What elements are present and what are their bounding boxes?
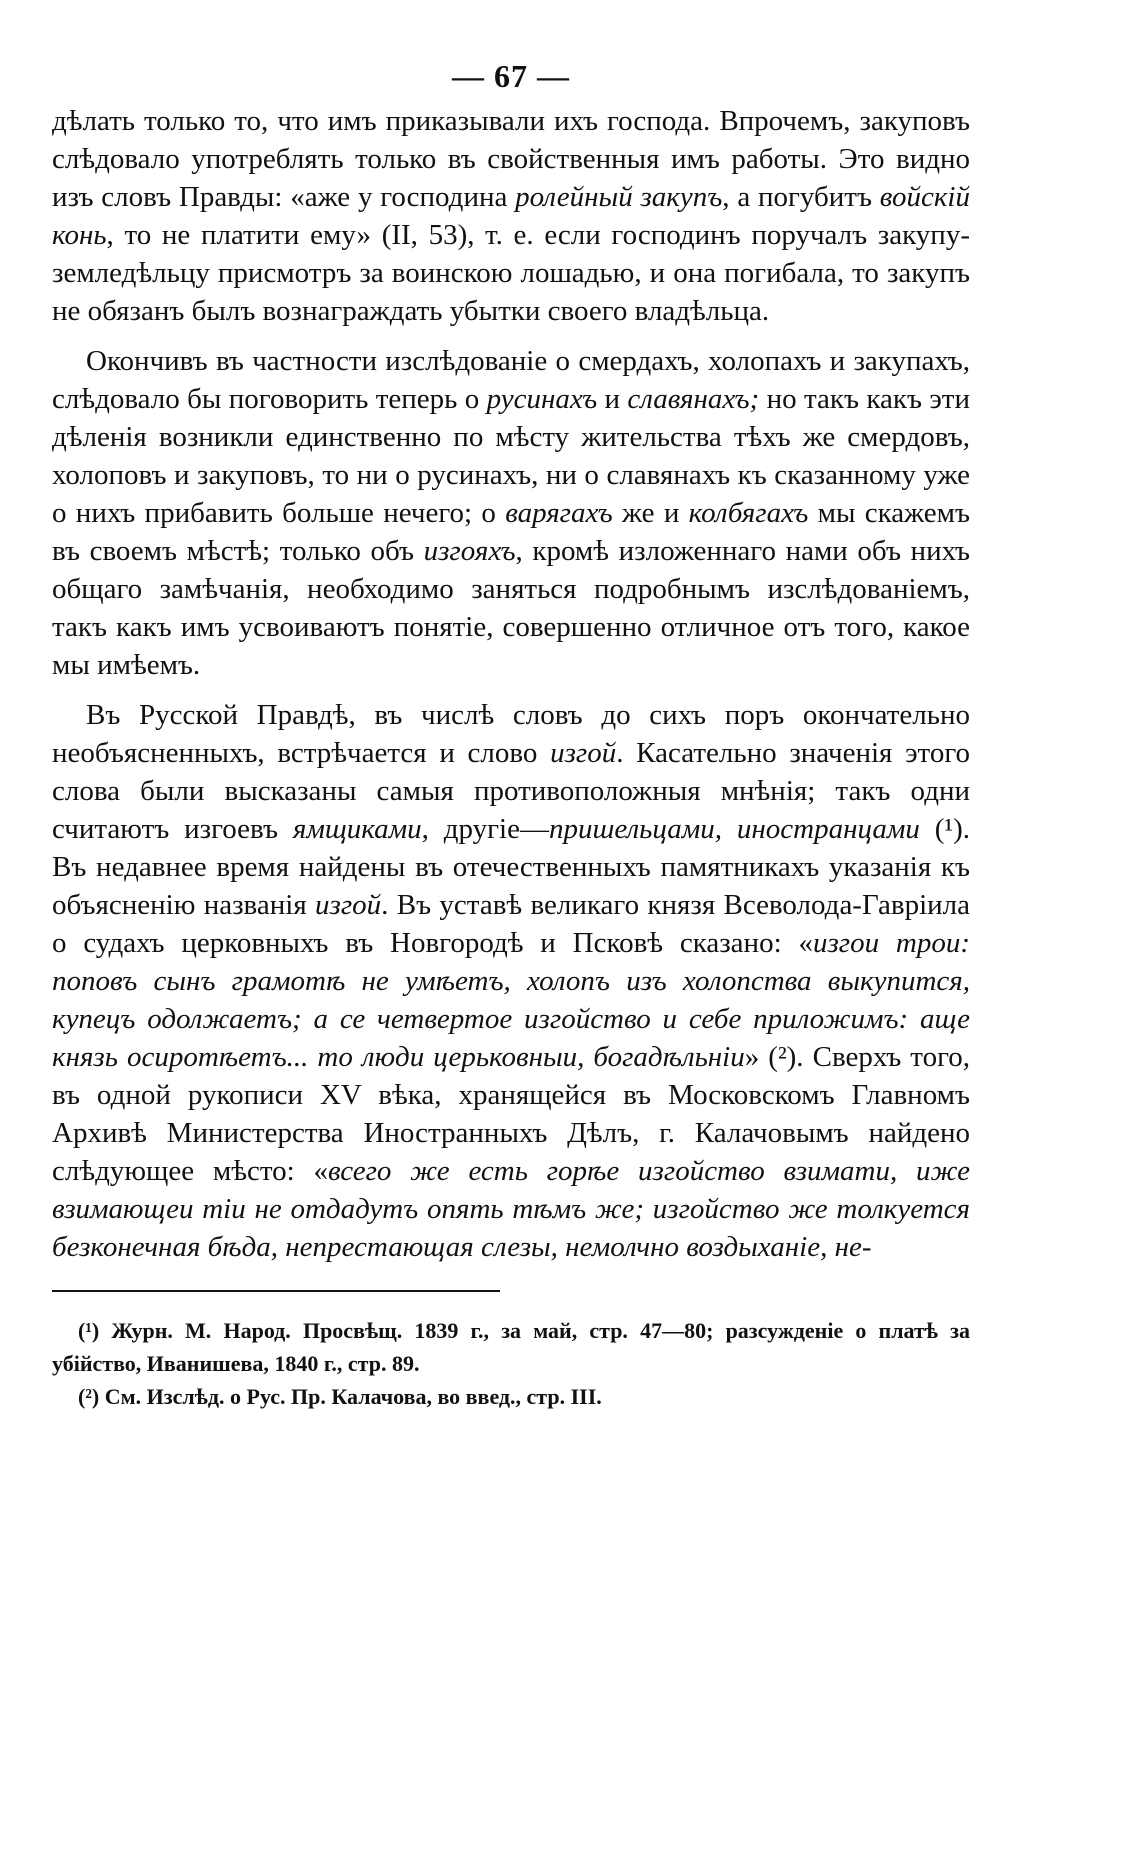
text-run: Въ Русской Правдѣ, въ числѣ словъ до сихъ поръ окончательно необъясненныхъ, встрѣчается и слово <box>52 699 970 769</box>
footnote-mark: (²) <box>78 1384 100 1409</box>
paragraph <box>52 102 970 330</box>
text-run: , то не платити ему» (II, 53), т. е. если господинъ поручалъ закупу-земледѣльцу присмотръ за воинскою лошадью, и она погибала, то закупъ не обязанъ былъ вознаграждать убытки своего владѣльца. <box>52 219 970 327</box>
document-page <box>52 56 970 1836</box>
footnotes <box>52 1314 970 1413</box>
text-run: мы скажемъ въ своемъ мѣстѣ; только объ <box>52 497 970 567</box>
italic-text-run: ямщиками <box>292 813 422 845</box>
footnote <box>52 1314 970 1380</box>
italic-text-run: варягахъ <box>505 497 613 529</box>
text-run: же и <box>612 497 689 529</box>
italic-text-run: ролейный закупъ <box>515 181 723 213</box>
paragraph <box>52 342 970 684</box>
italic-text-run: славянахъ; <box>627 383 760 415</box>
text-run: Окончивъ въ частности изслѣдованіе о смердахъ, холопахъ и закупахъ, слѣдовало бы поговорить теперь о <box>52 345 970 415</box>
text-run: (¹). Въ недавнее время найдены въ отечественныхъ памятникахъ указанія къ объясненію названія <box>52 813 971 921</box>
italic-text-run: изгой <box>550 737 617 769</box>
footnote-text: См. Изслѣд. о Рус. Пр. Калачова, во введ., стр. III. <box>99 1384 602 1409</box>
italic-text-run: всего же есть горѣе изгойство взимати, иже взимающеи тіи не отдадутъ опять тѣмъ же; изгойство же толкуется безконечная бѣда, непрестающая слезы, немолчно воздыханіе, не- <box>52 1155 970 1263</box>
text-run: дѣлать только то, что имъ приказывали ихъ господа. Впрочемъ, закуповъ слѣдовало употреблять только въ свойственныя имъ работы. Это видно изъ словъ Правды: «аже у господина <box>52 105 970 213</box>
text-run: , кромѣ изложеннаго нами объ нихъ общаго замѣчанія, необходимо заняться подробнымъ изслѣдованіемъ, такъ какъ имъ усвоиваютъ понятіе, совершенно отличное отъ того, какое мы имѣемъ. <box>52 535 970 681</box>
text-run: . Касательно значенія этого слова были высказаны самыя противоположныя мнѣнія; такъ одни считаютъ изгоевъ <box>52 737 970 845</box>
text-run: , а погубитъ <box>722 181 880 213</box>
italic-text-run: колбягахъ <box>688 497 809 529</box>
italic-text-run: изгояхъ <box>423 535 516 567</box>
page-number: — 67 — <box>452 58 570 94</box>
body-text <box>52 102 970 1266</box>
text-run: но такъ какъ эти дѣленія возникли единственно по мѣсту жительства тѣхъ же смердовъ, холоповъ и закуповъ, то ни о русинахъ, ни о славянахъ къ сказанному уже о нихъ прибавить больше нечего; о <box>52 383 970 529</box>
text-run: и <box>597 383 628 415</box>
footnote-mark: (¹) <box>78 1318 100 1343</box>
italic-text-run: войскій конь <box>52 181 970 251</box>
paragraph <box>52 696 970 1266</box>
footnote-text: Журн. М. Народ. Просвѣщ. 1839 г., за май, стр. 47—80; разсужденіе о платѣ за убійство, Иванишева, 1840 г., стр. 89. <box>52 1318 970 1376</box>
italic-text-run: пришельцами, иностранцами <box>548 813 920 845</box>
text-run: , другіе— <box>421 813 549 845</box>
text-run: » (²). Сверхъ того, въ одной рукописи XV вѣка, хранящейся въ Московскомъ Главномъ Архивѣ Министерства Иностранныхъ Дѣлъ, г. Калачовымъ найдено слѣдующее мѣсто: « <box>52 1041 970 1187</box>
text-run: . Въ уставѣ великаго князя Всеволода-Гавріила о судахъ церковныхъ въ Новгородѣ и Псковѣ сказано: « <box>52 889 970 959</box>
italic-text-run: русинахъ <box>486 383 598 415</box>
footnote <box>52 1380 970 1413</box>
footnote-divider <box>52 1290 500 1292</box>
italic-text-run: изгой <box>315 889 382 921</box>
italic-text-run: изгои трои: поповъ сынъ грамотѣ не умѣетъ, холопъ изъ холопства выкупится, купецъ одолжаетъ; а се четвертое изгойство и себе приложимъ: аще князь осиротѣетъ... то люди церьковныи, богадѣльніи <box>52 927 970 1073</box>
